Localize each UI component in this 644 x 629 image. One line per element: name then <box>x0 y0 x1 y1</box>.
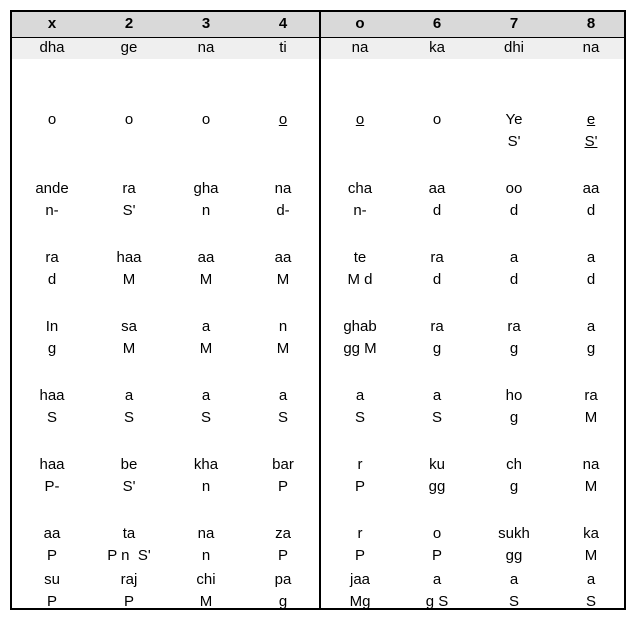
notation-cell: ra g <box>507 318 521 357</box>
beat-label: 2 <box>124 15 134 32</box>
beat-label: 6 <box>432 15 442 32</box>
notation-cell: raj P <box>120 571 138 610</box>
notation-cell: In g <box>45 318 59 357</box>
notation-cell: chi M <box>196 571 216 610</box>
beat-label: 3 <box>201 15 211 32</box>
notation-cell: ch g <box>506 456 522 495</box>
notation-cell: pa g <box>274 571 292 610</box>
notation-cell: r P <box>354 456 365 495</box>
bandish-notation-table <box>10 10 626 610</box>
notation-cell: a S <box>123 387 134 426</box>
notation-cell: o <box>201 111 211 128</box>
notation-cell: ho g <box>505 387 523 426</box>
notation-cell: su P <box>44 571 60 610</box>
notation-cell: aa P <box>43 525 61 564</box>
notation-cell: ande n- <box>35 180 69 219</box>
bol-label: na <box>351 39 369 56</box>
bol-label: dha <box>39 39 65 56</box>
notation-cell: ra d <box>430 249 444 288</box>
notation-cell: n M <box>276 318 290 357</box>
notation-cell: jaa Mg <box>349 571 371 610</box>
bol-label: ge <box>120 39 138 56</box>
notation-cell: cha n- <box>347 180 373 219</box>
notation-cell: na M <box>582 456 600 495</box>
notation-cell: a S <box>508 571 519 610</box>
notation-cell: aa M <box>197 249 215 288</box>
beat-label: x <box>47 15 57 32</box>
notation-cell: haa P- <box>39 456 65 495</box>
notation-cell: o <box>124 111 134 128</box>
notation-cell: oo d <box>505 180 523 219</box>
beat-label: 4 <box>278 15 288 32</box>
notation-cell: haa S <box>39 387 65 426</box>
notation-cell: a d <box>586 249 596 288</box>
beat-label: o <box>355 15 365 32</box>
notation-cell: a S <box>277 387 288 426</box>
notation-cell: aa M <box>274 249 292 288</box>
notation-cell: a S <box>585 571 596 610</box>
notation-cell: r P <box>354 525 365 564</box>
notation-cell: a d <box>509 249 519 288</box>
notation-cell: haa M <box>116 249 142 288</box>
notation-cell: a M <box>199 318 213 357</box>
notation-cell: te M d <box>347 249 373 288</box>
notation-cell: o <box>355 111 365 128</box>
notation-cell: a S <box>354 387 365 426</box>
notation-cell: bar P <box>272 456 294 495</box>
notation-cell: kha n <box>193 456 219 495</box>
vibhag-divider <box>319 12 321 608</box>
notation-cell: na d- <box>274 180 292 219</box>
bol-label: na <box>582 39 600 56</box>
notation-cell: o <box>278 111 288 128</box>
notation-cell: ra g <box>430 318 444 357</box>
notation-cell: sa M <box>121 318 137 357</box>
notation-cell: o P <box>431 525 442 564</box>
notation-cell: aa d <box>582 180 600 219</box>
beat-label: 8 <box>586 15 596 32</box>
bol-label: na <box>197 39 215 56</box>
notation-cell: aa d <box>428 180 446 219</box>
notation-cell: gha n <box>193 180 219 219</box>
notation-cell: Ye S' <box>505 111 523 150</box>
notation-cell: a g S <box>425 571 449 610</box>
notation-cell: a S <box>200 387 211 426</box>
beat-label: 7 <box>509 15 519 32</box>
notation-cell: ka M <box>583 525 599 564</box>
notation-cell: o <box>432 111 442 128</box>
notation-cell: ra d <box>45 249 59 288</box>
bol-label: dhi <box>503 39 525 56</box>
notation-cell: za P <box>275 525 291 564</box>
notation-cell: a g <box>586 318 596 357</box>
notation-cell: ku gg <box>428 456 446 495</box>
bol-label: ka <box>429 39 445 56</box>
notation-cell: na n <box>197 525 215 564</box>
notation-cell: be S' <box>120 456 138 495</box>
notation-cell: e S' <box>584 111 598 150</box>
notation-cell: ta P n S' <box>107 525 151 564</box>
notation-cell: ghab gg M <box>343 318 377 357</box>
notation-cell: ra M <box>584 387 598 426</box>
bol-label: ti <box>279 39 287 56</box>
notation-cell: sukh gg <box>498 525 530 564</box>
notation-cell: a S <box>431 387 442 426</box>
notation-cell: o <box>47 111 57 128</box>
notation-cell: ra S' <box>122 180 136 219</box>
